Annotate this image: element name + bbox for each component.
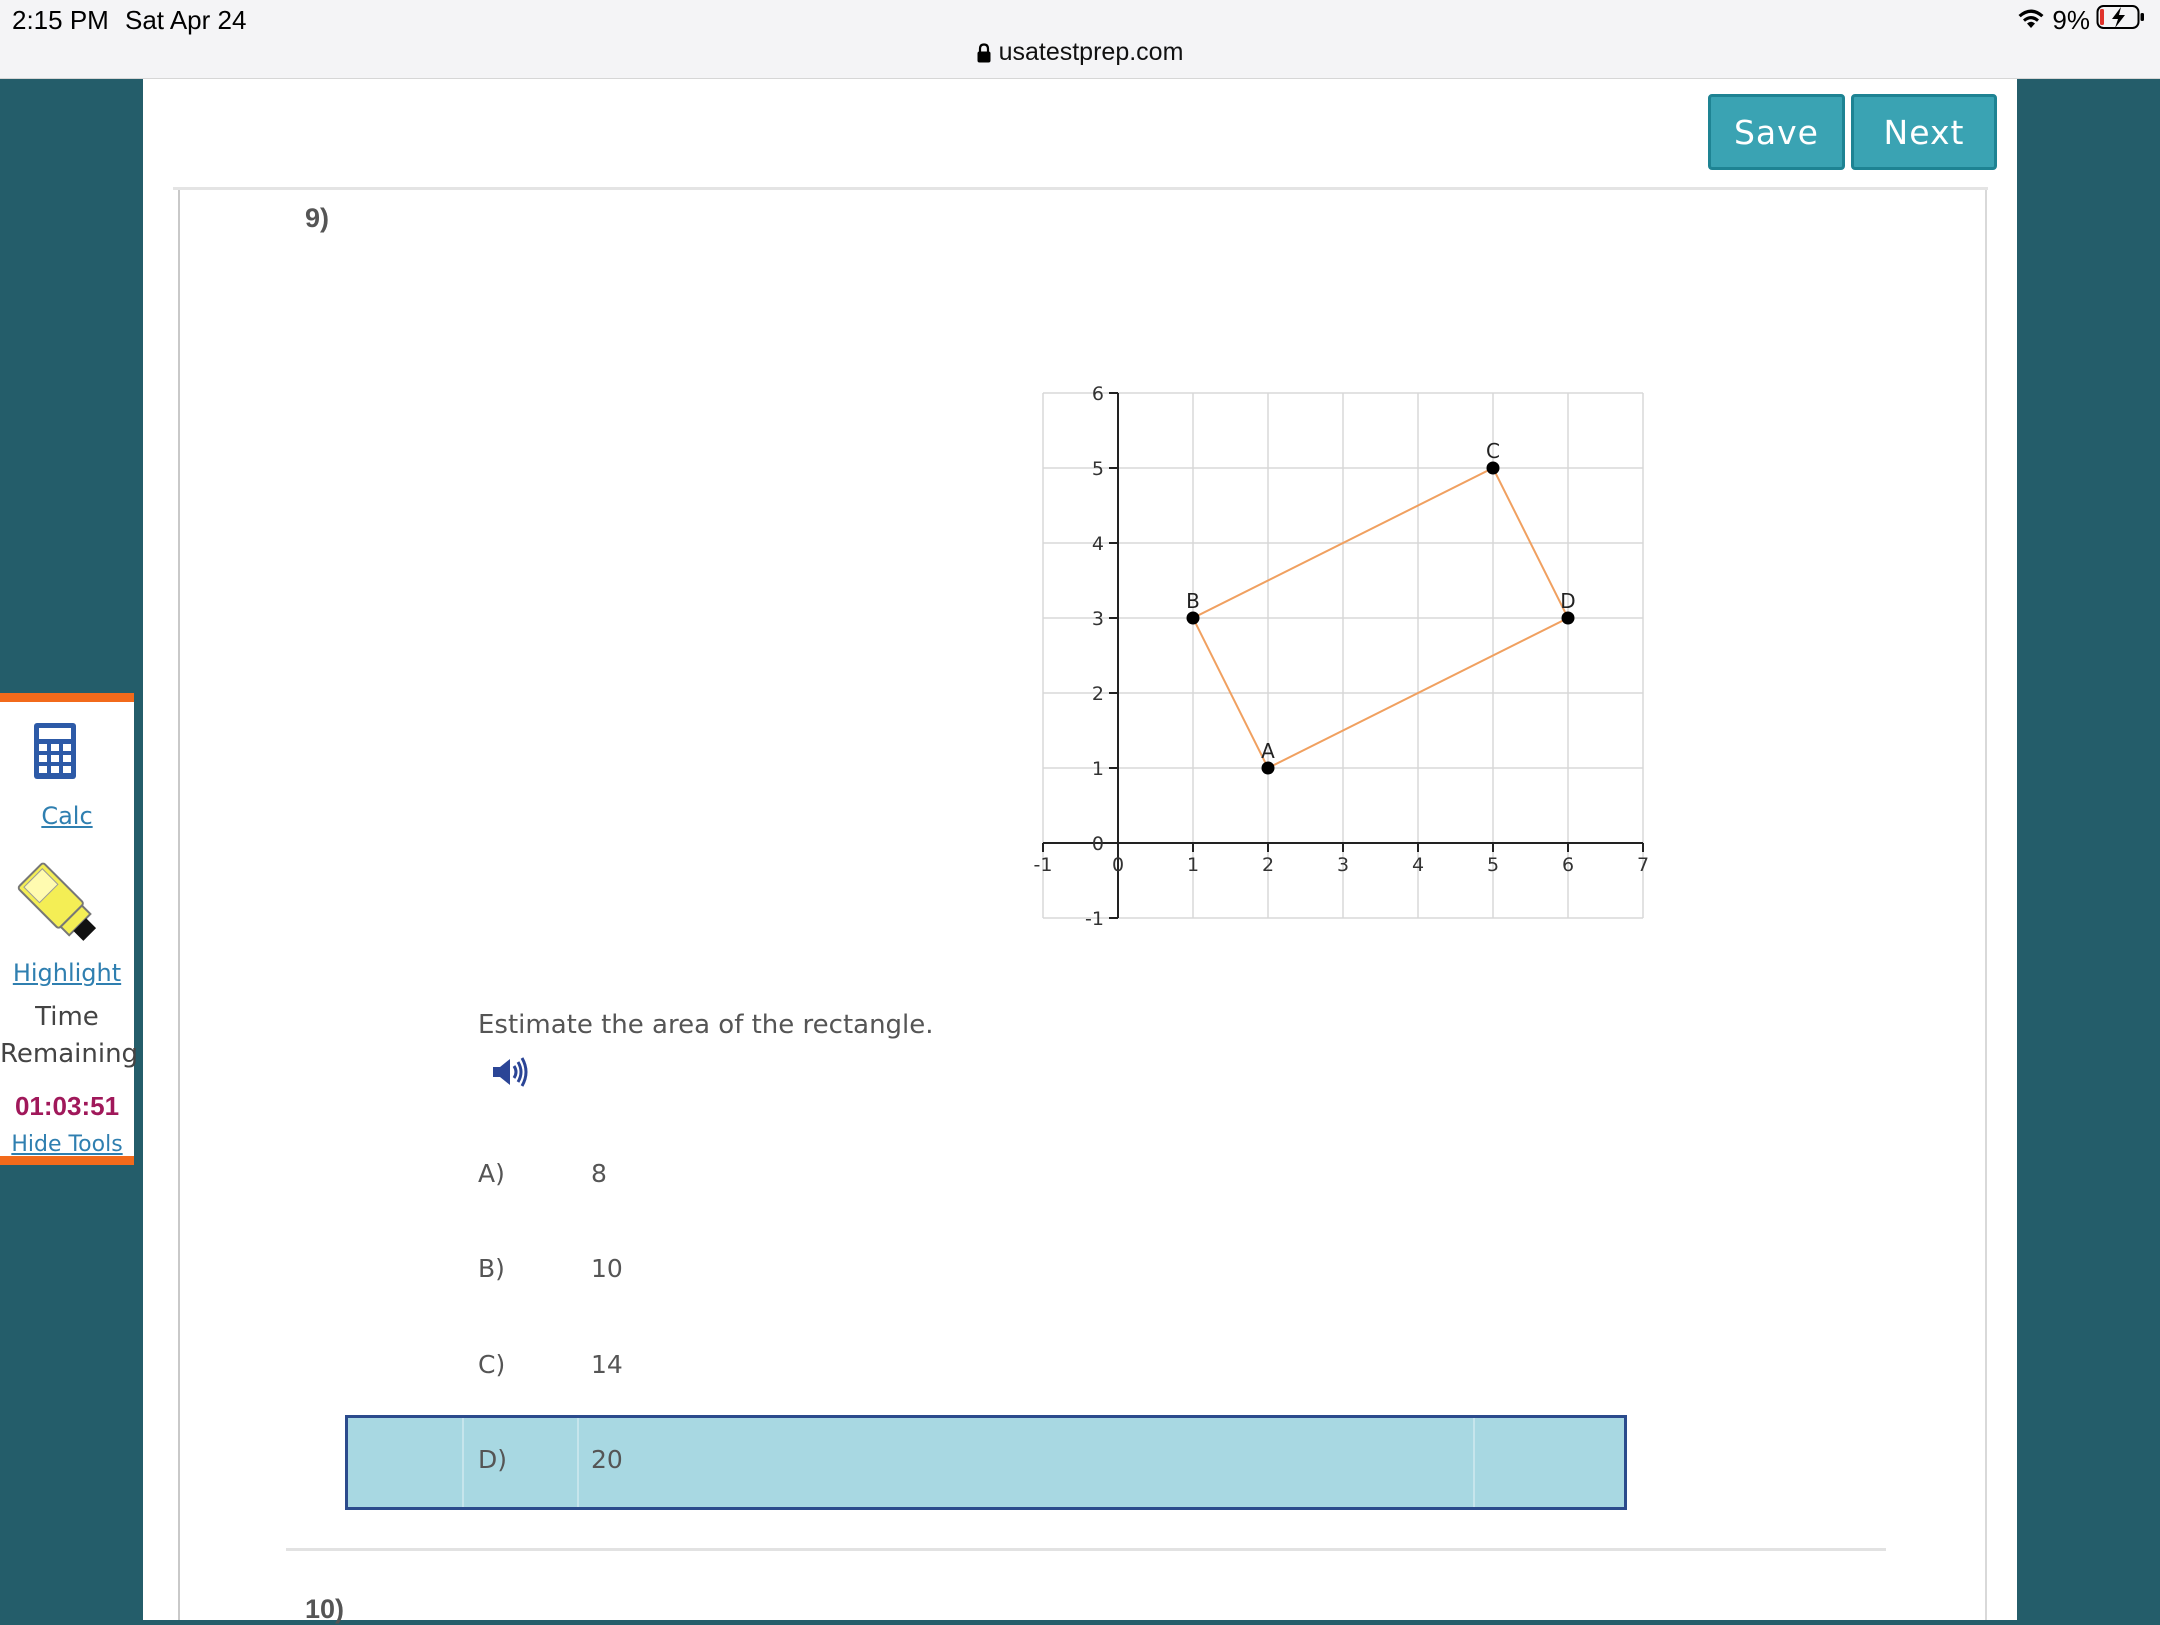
x-tick-label: 4 (1411, 854, 1425, 876)
point-label: B (1186, 589, 1200, 613)
choice-value: 10 (591, 1254, 623, 1283)
choice-letter: A) (478, 1159, 505, 1188)
x-tick-label: 0 (1111, 854, 1125, 876)
status-bar (0, 0, 2160, 79)
point-label: C (1486, 439, 1500, 463)
next-question-number: 10) (305, 1594, 345, 1624)
point-label: A (1261, 739, 1275, 763)
choice-letter: B) (478, 1254, 505, 1283)
x-tick-label: -1 (1033, 854, 1053, 876)
cell-divider (462, 1418, 464, 1507)
content-border (178, 190, 180, 1620)
content-border (1985, 190, 1987, 1620)
tools-panel (0, 693, 139, 1165)
cell-divider (577, 1418, 579, 1507)
point-label: D (1560, 589, 1576, 613)
x-tick-label: 2 (1261, 854, 1275, 876)
point-c (1487, 462, 1500, 475)
answer-choice-c[interactable] (345, 1320, 1627, 1412)
y-tick-label: 4 (1091, 533, 1104, 555)
y-tick-label: 5 (1091, 458, 1104, 480)
calc-link[interactable]: Calc (41, 802, 93, 830)
highlight-link[interactable]: Highlight (12, 959, 122, 987)
time-remaining: 01:03:51 (14, 1091, 120, 1121)
point-b (1187, 612, 1200, 625)
question-divider (286, 1548, 1886, 1551)
next-button[interactable]: Next (1851, 94, 1997, 170)
x-tick-label: 3 (1336, 854, 1350, 876)
url-text: usatestprep.com (998, 38, 1184, 66)
question-prompt: Estimate the area of the rectangle. (478, 1010, 934, 1040)
choice-letter: D) (478, 1445, 508, 1474)
choice-value: 8 (591, 1159, 607, 1188)
y-tick-label: 0 (1091, 833, 1104, 855)
point-d (1562, 612, 1575, 625)
lock-icon (977, 41, 991, 70)
calculator-icon[interactable] (33, 722, 77, 785)
highlighter-icon[interactable] (5, 852, 115, 957)
y-tick-label: 2 (1091, 683, 1104, 705)
remaining-label: Remaining (0, 1039, 139, 1069)
address-bar[interactable] (0, 38, 2160, 70)
y-tick-label: -1 (1085, 908, 1104, 930)
hide-tools-link[interactable]: Hide Tools (11, 1132, 123, 1157)
y-tick-label: 3 (1091, 608, 1104, 630)
x-tick-label: 5 (1486, 854, 1500, 876)
answer-choice-b[interactable] (345, 1224, 1627, 1316)
header-divider (173, 187, 1988, 190)
x-tick-label: 1 (1186, 854, 1200, 876)
y-tick-label: 1 (1091, 758, 1104, 780)
choice-value: 20 (591, 1445, 623, 1474)
battery-charging-icon (2096, 4, 2146, 37)
speaker-icon[interactable] (491, 1052, 531, 1097)
status-right (2016, 4, 2146, 37)
status-date: Sat Apr 24 (125, 5, 247, 35)
test-page (143, 79, 2017, 1624)
save-button[interactable]: Save (1708, 94, 1845, 170)
question-number: 9) (305, 203, 330, 233)
choice-value: 14 (591, 1350, 623, 1379)
answer-choice-d[interactable] (345, 1415, 1627, 1510)
x-tick-label: 6 (1561, 854, 1575, 876)
time-label: Time (35, 1002, 99, 1032)
coordinate-graph (888, 269, 1668, 959)
point-a (1262, 762, 1275, 775)
x-tick-label: 7 (1636, 854, 1650, 876)
wifi-icon (2016, 5, 2046, 36)
y-tick-label: 6 (1091, 383, 1104, 405)
choice-letter: C) (478, 1350, 506, 1379)
cell-divider (1473, 1418, 1475, 1507)
battery-percent: 9% (2052, 5, 2090, 35)
status-time: 2:15 PM (12, 5, 109, 35)
answer-choice-a[interactable] (345, 1129, 1627, 1221)
